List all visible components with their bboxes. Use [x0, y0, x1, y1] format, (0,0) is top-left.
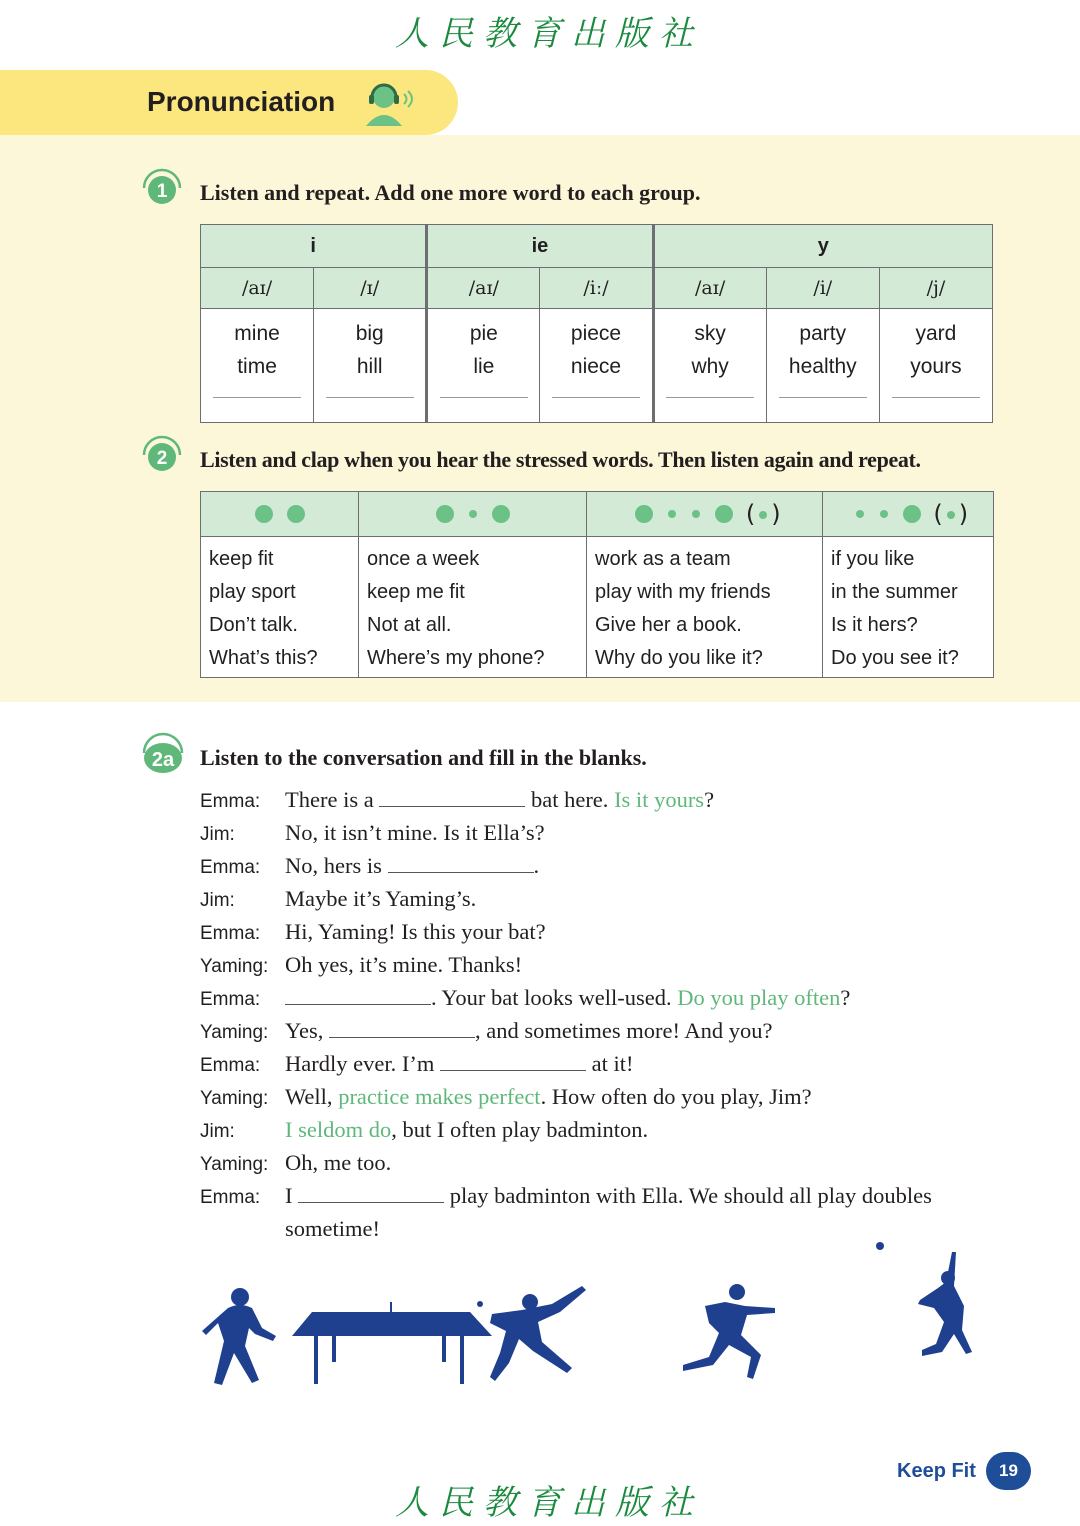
- task-instruction: Listen and clap when you hear the stressed words. Then listen again and repeat.: [200, 447, 921, 472]
- fill-blank[interactable]: [440, 1052, 586, 1071]
- optional-syllable: ( ): [933, 500, 969, 528]
- publisher-logo: 人民教育出版社: [395, 1483, 703, 1523]
- letter-header: ie: [427, 225, 653, 268]
- phrase: keep me fit: [367, 581, 465, 603]
- task-instruction: Listen and repeat. Add one more word to each group.: [200, 180, 701, 205]
- task-number: 2a: [151, 749, 175, 771]
- unit-label: Keep Fit: [897, 1460, 976, 1482]
- ipa-header: /ɪ/: [314, 268, 427, 309]
- stressed-dot: [255, 505, 273, 523]
- phrase: Where’s my phone?: [367, 647, 545, 669]
- stressed-dot: [492, 505, 510, 523]
- publisher-logo: 人民教育出版社: [395, 14, 703, 54]
- speaker: Emma:: [200, 857, 261, 878]
- phrase: keep fit: [209, 548, 274, 570]
- dialogue-line: Jim: I seldom do, but I often play badminton.: [200, 1116, 1000, 1149]
- fill-blank[interactable]: [379, 788, 525, 807]
- unstressed-dot: [880, 510, 888, 518]
- dialogue-line: Yaming: Well, practice makes perfect. How often do you play, Jim?: [200, 1083, 1000, 1116]
- key-phrase: Do you play often: [677, 985, 841, 1010]
- answer-blank[interactable]: [666, 397, 754, 398]
- phrase: Is it hers?: [831, 614, 918, 636]
- stress-pattern-header: [823, 492, 994, 537]
- word: hill: [356, 355, 383, 378]
- phrase: once a week: [367, 548, 480, 570]
- speaker: Jim:: [200, 1121, 235, 1142]
- speaker: Jim:: [200, 824, 235, 845]
- answer-blank[interactable]: [440, 397, 528, 398]
- phrase: Give her a book.: [595, 614, 742, 636]
- sports-silhouettes-illustration: [200, 1240, 1000, 1400]
- phrase: Don’t talk.: [209, 614, 298, 636]
- optional-syllable: ( ): [745, 500, 781, 528]
- phrase: work as a team: [595, 548, 731, 570]
- speaker: Yaming:: [200, 1022, 269, 1043]
- stressed-dot: [287, 505, 305, 523]
- phrase: Why do you like it?: [595, 647, 763, 669]
- phrase: What’s this?: [209, 647, 318, 669]
- word: mine: [234, 322, 280, 345]
- section-title: Pronunciation: [147, 86, 336, 117]
- dialogue-line: Emma: I play badminton with Ella. We should all play doubles: [200, 1182, 1000, 1215]
- word: yours: [910, 355, 962, 378]
- answer-blank[interactable]: [779, 397, 867, 398]
- dialogue-line: Jim: No, it isn’t mine. Is it Ella’s?: [200, 819, 1000, 852]
- dialogue-line: Emma: Hardly ever. I’m at it!: [200, 1050, 1000, 1083]
- badminton-smash-player-icon: [876, 1242, 972, 1356]
- task-number-badge: [138, 731, 188, 777]
- speaker: Yaming:: [200, 1154, 269, 1175]
- page-number: 19: [986, 1452, 1031, 1490]
- word: lie: [473, 355, 495, 378]
- word-cell: [540, 309, 653, 423]
- word: healthy: [788, 355, 857, 378]
- speaker: Emma:: [200, 1055, 261, 1076]
- ipa-header: /iː/: [540, 268, 653, 309]
- word: sky: [694, 322, 726, 345]
- ipa-header: /aɪ/: [201, 268, 314, 309]
- stressed-dot: [635, 505, 653, 523]
- badminton-player-icon: [683, 1284, 775, 1379]
- task-number: 1: [156, 181, 168, 202]
- word: big: [355, 322, 384, 345]
- phrase-list: [823, 537, 994, 678]
- word: why: [691, 355, 729, 378]
- ipa-header: /aɪ/: [427, 268, 540, 309]
- answer-blank[interactable]: [213, 397, 301, 398]
- dialogue-line: Emma: There is a bat here. Is it yours?: [200, 786, 1000, 819]
- answer-blank[interactable]: [892, 397, 980, 398]
- stress-pattern-header: [359, 492, 587, 537]
- answer-blank[interactable]: [552, 397, 640, 398]
- headphones-listener-icon: [364, 80, 416, 126]
- speaker: Yaming:: [200, 1088, 269, 1109]
- phrase: if you like: [831, 548, 915, 570]
- fill-blank[interactable]: [298, 1184, 444, 1203]
- task-number-badge: [140, 166, 184, 210]
- dialogue-line: Emma: Hi, Yaming! Is this your bat?: [200, 918, 1000, 951]
- dialogue-line: sometime!: [285, 1216, 380, 1241]
- key-phrase: Is it yours: [614, 787, 705, 812]
- unstressed-dot: [469, 510, 477, 518]
- word-cell: [201, 309, 314, 423]
- word: yard: [915, 322, 957, 345]
- phrase: Do you see it?: [831, 647, 959, 669]
- speaker: Emma:: [200, 923, 261, 944]
- dialogue-line: Jim: Maybe it’s Yaming’s.: [200, 885, 1000, 918]
- phonics-table: [200, 224, 993, 423]
- word-cell: [766, 309, 879, 423]
- fill-blank[interactable]: [388, 854, 534, 873]
- dialogue-line: Emma: . Your bat looks well-used. Do you play often?: [200, 984, 1000, 1017]
- table-tennis-player-icon: [202, 1288, 276, 1385]
- word: niece: [570, 355, 622, 378]
- word: pie: [469, 322, 498, 345]
- unstressed-dot: [692, 510, 700, 518]
- word-cell: [314, 309, 427, 423]
- dialogue-line: Yaming: Oh, me too.: [200, 1149, 1000, 1182]
- unstressed-dot: [668, 510, 676, 518]
- speaker: Emma:: [200, 989, 261, 1010]
- task-instruction: Listen to the conversation and fill in the blanks.: [200, 745, 647, 770]
- word-cell: [653, 309, 766, 423]
- phrase: in the summer: [831, 581, 958, 603]
- task-number: 2: [156, 448, 168, 469]
- table-tennis-player-icon: [490, 1286, 586, 1381]
- fill-blank[interactable]: [329, 1019, 475, 1038]
- word-cell: [427, 309, 540, 423]
- fill-blank[interactable]: [285, 986, 431, 1005]
- phrase: play with my friends: [595, 581, 771, 603]
- word: party: [799, 322, 847, 345]
- ping-pong-table-icon: [292, 1302, 492, 1384]
- speaker: Emma:: [200, 791, 261, 812]
- phrase-list: [201, 537, 359, 678]
- task-number-badge: [140, 433, 184, 477]
- answer-blank[interactable]: [326, 397, 414, 398]
- speaker: Emma:: [200, 1187, 261, 1208]
- word: piece: [570, 322, 622, 345]
- stress-pattern-header: [201, 492, 359, 537]
- speaker: Yaming:: [200, 956, 269, 977]
- phrase: Not at all.: [367, 614, 452, 636]
- unstressed-dot: [856, 510, 864, 518]
- dialogue-line: Emma: No, hers is .: [200, 852, 1000, 885]
- word-cell: [879, 309, 992, 423]
- dialogue-line: Yaming: Oh yes, it’s mine. Thanks!: [200, 951, 1000, 984]
- dialogue-line: Yaming: Yes, , and sometimes more! And you?: [200, 1017, 1000, 1050]
- stressed-dot: [903, 505, 921, 523]
- ipa-header: /j/: [879, 268, 992, 309]
- ball-icon: [477, 1301, 483, 1307]
- phrase: play sport: [209, 581, 296, 603]
- stressed-dot: [436, 505, 454, 523]
- ipa-header: /aɪ/: [653, 268, 766, 309]
- key-phrase: I seldom do: [285, 1117, 392, 1142]
- stress-pattern-table: [200, 491, 994, 678]
- word: time: [237, 355, 277, 378]
- phrase-list: [587, 537, 823, 678]
- key-phrase: practice makes perfect: [338, 1084, 541, 1109]
- ipa-header: /i/: [766, 268, 879, 309]
- conversation: [200, 786, 1000, 1248]
- stress-pattern-header: [587, 492, 823, 537]
- phrase-list: [359, 537, 587, 678]
- letter-header: i: [201, 225, 427, 268]
- speaker: Jim:: [200, 890, 235, 911]
- stressed-dot: [715, 505, 733, 523]
- letter-header: y: [653, 225, 992, 268]
